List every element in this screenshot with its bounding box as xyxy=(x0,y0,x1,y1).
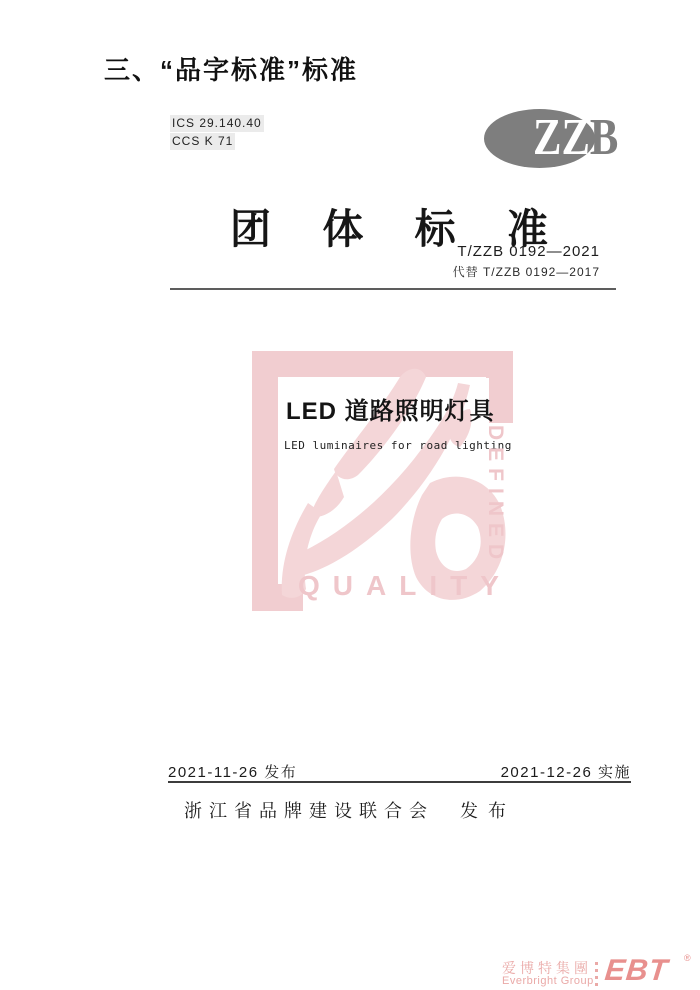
doc-type-char: 准 xyxy=(506,206,548,252)
implement-date: 2021-12-26 实施 xyxy=(500,764,631,781)
zzb-logo xyxy=(484,108,619,170)
doc-type-char: 标 xyxy=(414,206,456,252)
brand-name-cn: 爱博特集團 xyxy=(502,960,592,976)
standard-replaces: 代替 T/ZZB 0192—2017 xyxy=(452,265,600,279)
watermark-quality-label: QUALITY xyxy=(298,570,512,601)
brand-name-en: Everbright Group xyxy=(502,975,594,987)
brand-dots-divider-icon xyxy=(595,962,598,986)
ics-code: ICS 29.140.40 xyxy=(172,116,262,130)
section-heading: 三、“品字标准”标准 xyxy=(104,55,359,85)
standard-codes xyxy=(453,243,600,280)
brand-ebt-logo: EBT xyxy=(603,954,670,987)
publisher-row xyxy=(0,797,700,823)
publisher-name: 浙江省品牌建设联合会 xyxy=(184,801,434,821)
standard-code: T/ZZB 0192—2021 xyxy=(457,243,600,260)
zzb-b-letter: B xyxy=(589,109,619,166)
classification-block xyxy=(170,115,264,151)
header-rule xyxy=(170,288,616,290)
subject-title-cn: LED 道路照明灯具 xyxy=(286,398,495,425)
zzb-zz-letters: ZZ xyxy=(533,109,590,166)
registered-mark-icon: ® xyxy=(684,953,691,963)
publish-word: 发布 xyxy=(460,801,516,821)
zzb-logo-text xyxy=(533,108,618,168)
subject-title-en: LED luminaires for road lighting xyxy=(284,439,512,452)
footer-rule xyxy=(168,781,631,783)
issue-date: 2021-11-26 发布 xyxy=(168,764,298,781)
watermark-defined-label: DEFINED xyxy=(484,425,507,567)
doc-type-char: 团 xyxy=(230,206,271,252)
quality-mark-watermark xyxy=(252,351,513,612)
ccs-code: CCS K 71 xyxy=(172,134,234,148)
doc-type-char: 体 xyxy=(322,206,364,252)
footer-dates xyxy=(168,761,631,782)
